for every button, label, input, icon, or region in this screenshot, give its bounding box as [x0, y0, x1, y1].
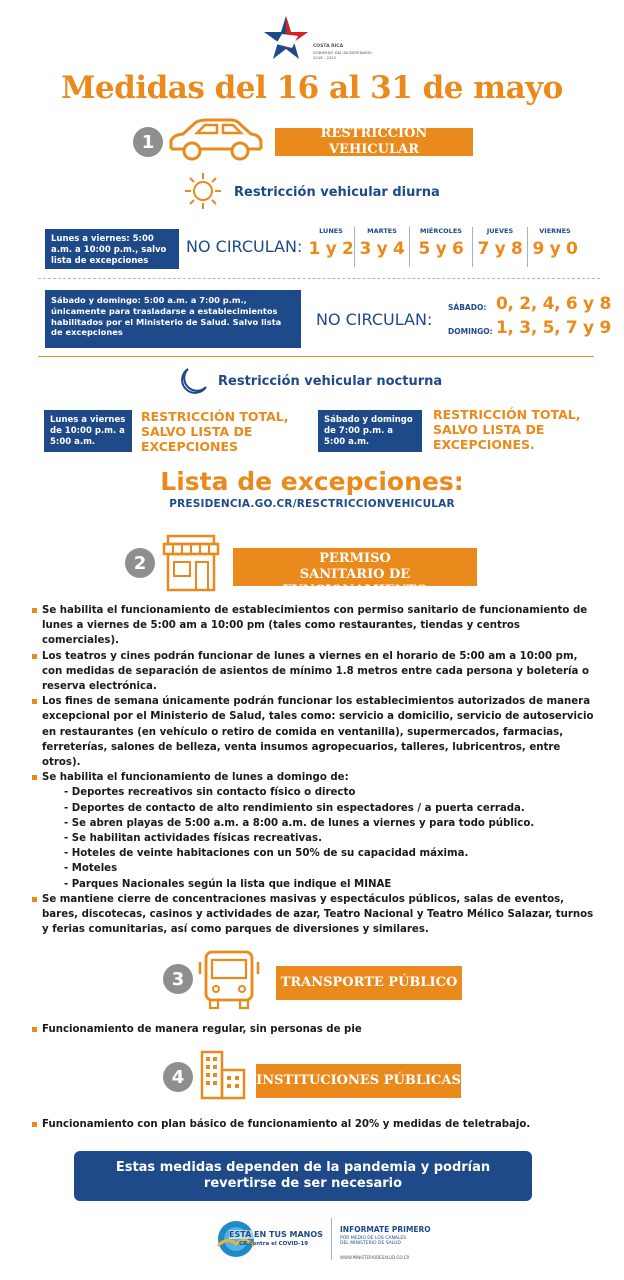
list-item: Se habilita el funcionamiento de lunes a domingo de: — [34, 770, 599, 785]
list-item: Funcionamiento con plan básico de funcionamiento al 20% y medidas de teletrabajo. — [34, 1117, 599, 1132]
section2-number: 2 — [125, 548, 155, 578]
page-title: Medidas del 16 al 31 de mayo — [61, 70, 563, 106]
sub-item: - Hoteles de veinte habitaciones con un 50% de su capacidad máxima. — [64, 848, 469, 860]
sub-item: - Se habilitan actividades físicas recreativas. — [64, 833, 322, 845]
sub-item: - Deportes de contacto de alto rendimiento sin espectadores / a puerta cerrada. — [64, 802, 525, 814]
day-col-martes: MARTES 3 y 4 — [359, 227, 405, 259]
section4-label: INSTITUCIONES PÚBLICAS — [256, 1064, 461, 1098]
section3-number: 3 — [163, 964, 193, 994]
logo-country: COSTA RICA — [313, 44, 344, 49]
logo-years: 2018 - 2022 — [313, 55, 337, 60]
hands-globe-icon — [213, 1216, 259, 1262]
inform-sub2: DEL MINISTERIO DE SALUD — [340, 1241, 401, 1246]
sunday-plates: 1, 3, 5, 7 y 9 — [496, 318, 611, 338]
list-item: Se mantiene cierre de concentraciones masivas y espectáculos públicos, salas de eventos, bares, discotecas, casinos y actividades de azar, Teatro Nacional y Teatro Mélico Salazar, turnos y ferias comunitarias, así como parques de diversiones y similares. — [34, 892, 599, 938]
campaign-line2: CR contra el COVID-19 — [239, 1241, 309, 1247]
day-restriction-title: Restricción vehicular diurna — [234, 185, 440, 200]
section1-number: 1 — [133, 127, 163, 157]
night-weekday-text: RESTRICCIÓN TOTAL, SALVO LISTA DE EXCEPCIONES — [141, 409, 289, 454]
sub-item: - Moteles — [64, 863, 118, 875]
saturday-label: SÁBADO: — [448, 303, 487, 312]
campaign-line1: ESTÁ EN TUS MANOS — [229, 1230, 323, 1239]
weekday-schedule-box: Lunes a viernes: 5:00 a.m. a 10:00 p.m., salvo lista de excepciones — [45, 229, 179, 269]
list-item: Los teatros y cines podrán funcionar de lunes a viernes en el horario de 5:00 am a 10:00 pm, con medidas de separación de asientos de mínimo 1.8 metros entre cada persona y boletería o reserva electrónica. — [34, 649, 599, 695]
bus-icon — [198, 948, 260, 1012]
day-col-viernes: VIERNES 9 y 0 — [532, 227, 578, 259]
night-weekend-box: Sábado y domingo de 7:00 p.m. a 5:00 a.m. — [318, 410, 422, 452]
moon-icon — [178, 365, 210, 397]
section3-bullets — [34, 1022, 599, 1037]
exceptions-title: Lista de excepciones: — [160, 467, 464, 496]
no-circulan-label: NO CIRCULAN: — [186, 237, 303, 256]
section4-bullets — [34, 1117, 599, 1132]
night-weekend-text: RESTRICCIÓN TOTAL, SALVO LISTA DE EXCEPCIONES. — [433, 407, 581, 452]
footer-divider — [331, 1218, 332, 1260]
section2-label: ESTABLECIMIENTOS POR PERMISO SANITARIO DE FUNCIONAMIENTO — [233, 548, 477, 586]
section2-bullets — [34, 603, 599, 937]
sun-icon — [183, 171, 223, 211]
weekend-no-circulan-label: NO CIRCULAN: — [316, 310, 433, 329]
store-icon — [160, 532, 222, 594]
day-col-jueves: JUEVES 7 y 8 — [477, 227, 523, 259]
dashed-separator — [38, 278, 600, 279]
logo-gov-line: GOBIERNO DEL BICENTENARIO — [313, 50, 372, 55]
orange-separator — [38, 356, 594, 357]
list-item: Los fines de semana únicamente podrán funcionar los establecimientos autorizados de manera excepcional por el Ministerio de Salud, tales como: servicio a domicilio, servicio de autoservicio en restaurantes (en vehículo o retiro de comida en ventanilla), supermercados, farmacias, ferreterías, salones de belleza, venta insumos agropecuarios, talleres, lubricentros, entre otros). — [34, 694, 599, 770]
sub-item: - Parques Nacionales según la lista que indique el MINAE — [64, 878, 392, 890]
section3-label: TRANSPORTE PÚBLICO — [276, 966, 462, 1000]
day-col-miercoles: MIÉRCOLES 5 y 6 — [418, 227, 464, 259]
sub-item: - Se abren playas de 5:00 a.m. a 8:00 a.m. de lunes a viernes y para todo público. — [64, 817, 535, 829]
exceptions-link[interactable]: PRESIDENCIA.GO.CR/RESCTRICCIONVEHICULAR — [169, 498, 455, 510]
list-item: Se habilita el funcionamiento de establecimientos con permiso sanitario de funcionamiento de lunes a viernes de 5:00 am a 10:00 pm (tales como restaurantes, tiendas y centros comerciales). — [34, 603, 599, 649]
car-icon — [165, 117, 265, 165]
gov-logo — [262, 14, 372, 70]
section1-label: RESTRICCIÓN VEHICULAR — [275, 128, 473, 156]
sub-item: - Deportes recreativos sin contacto físico o directo — [64, 787, 356, 799]
ministry-url[interactable]: WWW.MINISTERIODESALUD.GO.CR — [340, 1255, 410, 1260]
night-weekday-box: Lunes a viernes de 10:00 p.m. a 5:00 a.m. — [44, 410, 132, 452]
section4-number: 4 — [163, 1062, 193, 1092]
saturday-plates: 0, 2, 4, 6 y 8 — [496, 294, 611, 314]
inform-sub1: POR MEDIO DE LOS CANALES — [340, 1236, 407, 1241]
building-icon — [198, 1048, 248, 1100]
campaign-logo — [213, 1214, 323, 1264]
inform-title: INFORMATE PRIMERO — [340, 1225, 431, 1234]
weekend-schedule-box: Sábado y domingo: 5:00 a.m. a 7:00 p.m., únicamente para trasladarse a establecimientos habilitados por el Ministerio de Salud. Salvo lista de excepciones — [45, 290, 301, 348]
list-item: Funcionamiento de manera regular, sin personas de pie — [34, 1022, 599, 1037]
footer-banner: Estas medidas dependen de la pandemia y podrían revertirse de ser necesario — [74, 1151, 532, 1201]
day-col-lunes: LUNES 1 y 2 — [308, 227, 354, 259]
weekday-plates-table — [308, 227, 588, 267]
sunday-label: DOMINGO: — [448, 327, 493, 336]
inform-block — [340, 1225, 450, 1260]
star-logo-icon — [262, 14, 310, 62]
night-restriction-title: Restricción vehicular nocturna — [218, 374, 443, 389]
